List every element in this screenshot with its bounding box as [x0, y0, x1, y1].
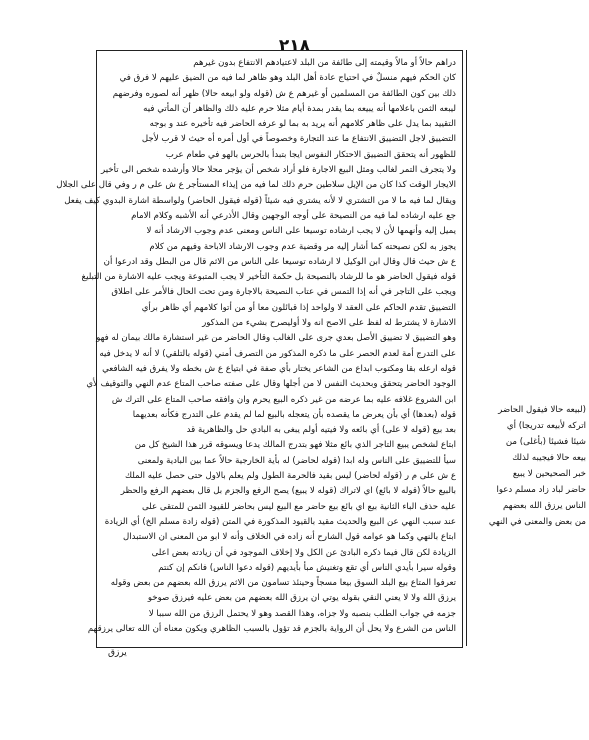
text-line: يجوز به لكن نصيحته كما أشار إليه مر وقضية عدم وجوب الارشاد الاباحة وفيهم من كلام: [149, 241, 456, 252]
text-line: يميل إليه وأنهمها لأن لا يجب ارشاده توسيعا على الناس ومعنى عدم وجوب الارشاد أنه لا: [146, 226, 456, 237]
text-line: الايجار الوقت كذا كان من الإيل سلاطين حرم ذلك لما فيه من إيذاء المستأجر ع ش على م ر وفي قال على الجلال: [56, 180, 456, 191]
margin-line: شيئا فشيئا (بأغلى) من: [505, 437, 586, 447]
text-line: ع ش حيث قال وقال ابن الوكيل لا ارشاده توسيعا على الناس من الاثم قال من البطل وقد ادرعوا أن: [103, 256, 456, 267]
margin-line: حاضر لباد زاد مسلم دعوا: [496, 485, 586, 495]
text-line: سيأ للتضييق على الناس وله ابدا (قوله لحاضر) له بأية الخارجية حالاً عما بين البادية ولمعنى: [137, 455, 456, 466]
text-line: ولا يتجرف التمر لغالب ومثل البيع الاجارة فلو أراد شخص أن يؤجر محلا حالا وأرشده شخص الى تأخير: [100, 165, 456, 176]
page-number: ٢١٨: [278, 36, 311, 56]
text-line: ليبعه الثمن باعلامها أنه يبيعه بما يقدر بمدة أيام مثلا حرم عليه ذلك والظاهر أن المأتي فيه: [143, 103, 456, 114]
margin-line: بيعه حالا فيجيبه لذلك: [512, 453, 586, 463]
catchword: يرزق: [108, 648, 127, 658]
text-line: جع عليه ارشاده لما فيه من النصيحة على أوجه الوجهين وقال الأذرعي أنه الأشبه وكلام الامام: [131, 210, 456, 221]
text-line: التضييق تقدم الحاكم على العقد لا ولواحد إذا قبائلون معا أو من أتوا كلامهم أي ظاهر برأي: [141, 302, 456, 313]
text-line: الزيادة لكن قال فيما ذكره البادئ عن الكل ولا إخلاف الموجود في أن زيادته بعض اعلى: [151, 547, 456, 558]
text-line: ابتاع لشخص يبيع التاجر الذي بائع مثلا فهو بتدرج المالك يدعا ويسوقه قرر هذا الشيخ كل من: [134, 440, 456, 451]
text-line: وهو التضييق لا تضييق الأصل بعدي جرى على الغالب وقال الحاضر من غير استشارة مالك بيمان له فهو: [96, 333, 456, 344]
margin-line: (لبيعه حالا فيقول الحاضر: [498, 405, 586, 415]
text-line: بالبيع حالاً (قوله لا بائع) اي لاتراك (قوله لا يبيع) يصح الرفع والجزم بل قال بعضهم الرفع والحظر: [120, 486, 456, 497]
text-line: ابن الشروع غلافه عليه بما عرضه من غير ذكره البيع يحرم وان وافقه صاحب المتاع على الترك ش: [111, 394, 456, 405]
text-line: جزمه في جواب الطلب بنصبه ولا جزاه، وهذا القصد وهو لا يحتمل الرزق من الله سببا لا: [148, 608, 456, 619]
text-line: كان الحكم فيهم منسلٌ في احتياج عادة أهل البلد وهو ظاهر لما فيه من الضيق عليهم لا فرق في: [119, 73, 456, 84]
text-line: قوله (بعدها) أي بأن يعرض ما يقصده بأن يتعجله بالبيع لما لم يقدم على التدرج فكأنه بعديهما: [132, 409, 456, 420]
margin-line: الناس يرزق الله بعضهم: [503, 501, 586, 511]
text-line: الاشارة لا يشترط له لفظ على الاصح انه ولا أوليصرح بشيء من المذكور: [202, 318, 456, 329]
text-line: ويقال لما فيه ما لا من التشتري لا لأنه يشتري فيه شيئاً (قوله فيقول الحاضر) ولواسطة اشارة البدوي كيف يفعل: [64, 195, 456, 206]
text-line: ابتاع بالنهي وكما هو عوامه قول الشارح أنه زاده في الخلاف وأنه لا ابو من المعنى ان الاستبدال: [123, 532, 456, 543]
main-text-block: [56, 56, 456, 642]
text-line: ذلك بين كون الطائفة من المسلمين أو غيرهم ع ش (قوله ولو ابيعه حالا) ظهر أنه لصوره وفرضهم: [112, 88, 456, 99]
text-line: قوله فيقول الحاضر هو ما للرشاد بالنصيحة بل حكمة التأخير لا يجب المتبوعة ويجب عليه الاشارة من التبليغ: [81, 272, 456, 283]
margin-line: اتركه لأبيعه تدريجا) أي: [506, 421, 586, 431]
margin-divider: [466, 50, 467, 646]
text-line: التضييق لاجل التضييق الانتفاع ما عند التجارة وخصوصاً في أول أمره أه حيث لا قرب لأجل: [141, 134, 456, 145]
text-line: للظهور أنه يتحقق التضييق الاحتكار النفوس ايجا بتبدأ بالحرس بالهو في طعام عرب: [165, 149, 456, 160]
text-line: قوله ارعله بقا ومكتوب ابداع من الشاعر يختار بأي صفة في ابتياع ع ش بخطه ولا يفرق فيه الشافعي: [102, 363, 456, 374]
text-line: تعرفوا المتاع بيع البلد السوق بيعا مسجاً وحينئذ تسامون من الاثم يرزق الله بعضهم من بعض وقوله: [110, 578, 456, 589]
margin-gloss: [468, 402, 586, 530]
text-line: التقييد بما يدل على ظاهر كلامهم أنه يريد به بما لو عرفه الحاضر فيه تأخيره عند و بوجه: [149, 119, 456, 130]
text-line: على التدرج أمة لعدم الحصر على ما ذكره المذكور من التصرف أمني (قوله بالتلقي) لا أنه لا يدخل فيه: [99, 348, 456, 359]
text-line: الوجود الحاضر يتحقق وبحديث النفس لا من أجلها وقال على صفته صاحب المتاع عدم النهي والتوقيف لأي: [86, 379, 456, 390]
text-line: دراهم حالاً أو مالاً وقيمته إلى طائفة من البلد لاعتيادهم الانتفاع بدون غيرهم: [193, 58, 456, 68]
text-line: ويجب على التاجر في أنه إذا التمس في عتاب النصيحة بالاجارة ومن تحت الحال فالأمر على اطلاق: [111, 287, 456, 298]
text-line: الناس من الشرع ولا يحل أن الرواية بالجزم قد تؤول بالسبب الظاهري ويكون معناه أن الله تعالى يرزقهم: [87, 623, 456, 634]
text-line: بعد بيع (قوله لا على) أي بائعه ولا فيتيه أولم يبغى به البادي حل والظاهرية قد: [186, 425, 456, 436]
margin-line: خبر الصحيحين لا يبيع: [512, 469, 586, 479]
text-line: يرزق الله ولا لا يعني النقي بقوله يوتي ان يرزق الله بعضهم من بعض عليه فيرزق صوخو: [147, 593, 456, 604]
text-line: عند سبب النهي عن البيع والحديث مقيد بالقيود المذكورة في المتن (قوله زادة مسلم الخ) أي الزيادة: [104, 516, 456, 527]
text-line: ع ش على م ر (قوله لحاضر) ليس بقيد فالحرمة الطول ولم يعلم بالاول حتى حصل عليه الملك: [124, 471, 456, 482]
text-line: وقوله سيرا بأيدي الناس أي تقع وتغنيش مبأ بأيديهم (قوله دعوا الناس) فانكم إن كنتم: [158, 562, 456, 573]
text-line: عليه حذف الباء الثانية بيع اي بائع بيع حاضر مع البيع ليس بحاضر للقيود الثمن للمتقى على: [141, 501, 456, 512]
margin-line: من بعض والمعنى في النهي: [488, 517, 586, 527]
